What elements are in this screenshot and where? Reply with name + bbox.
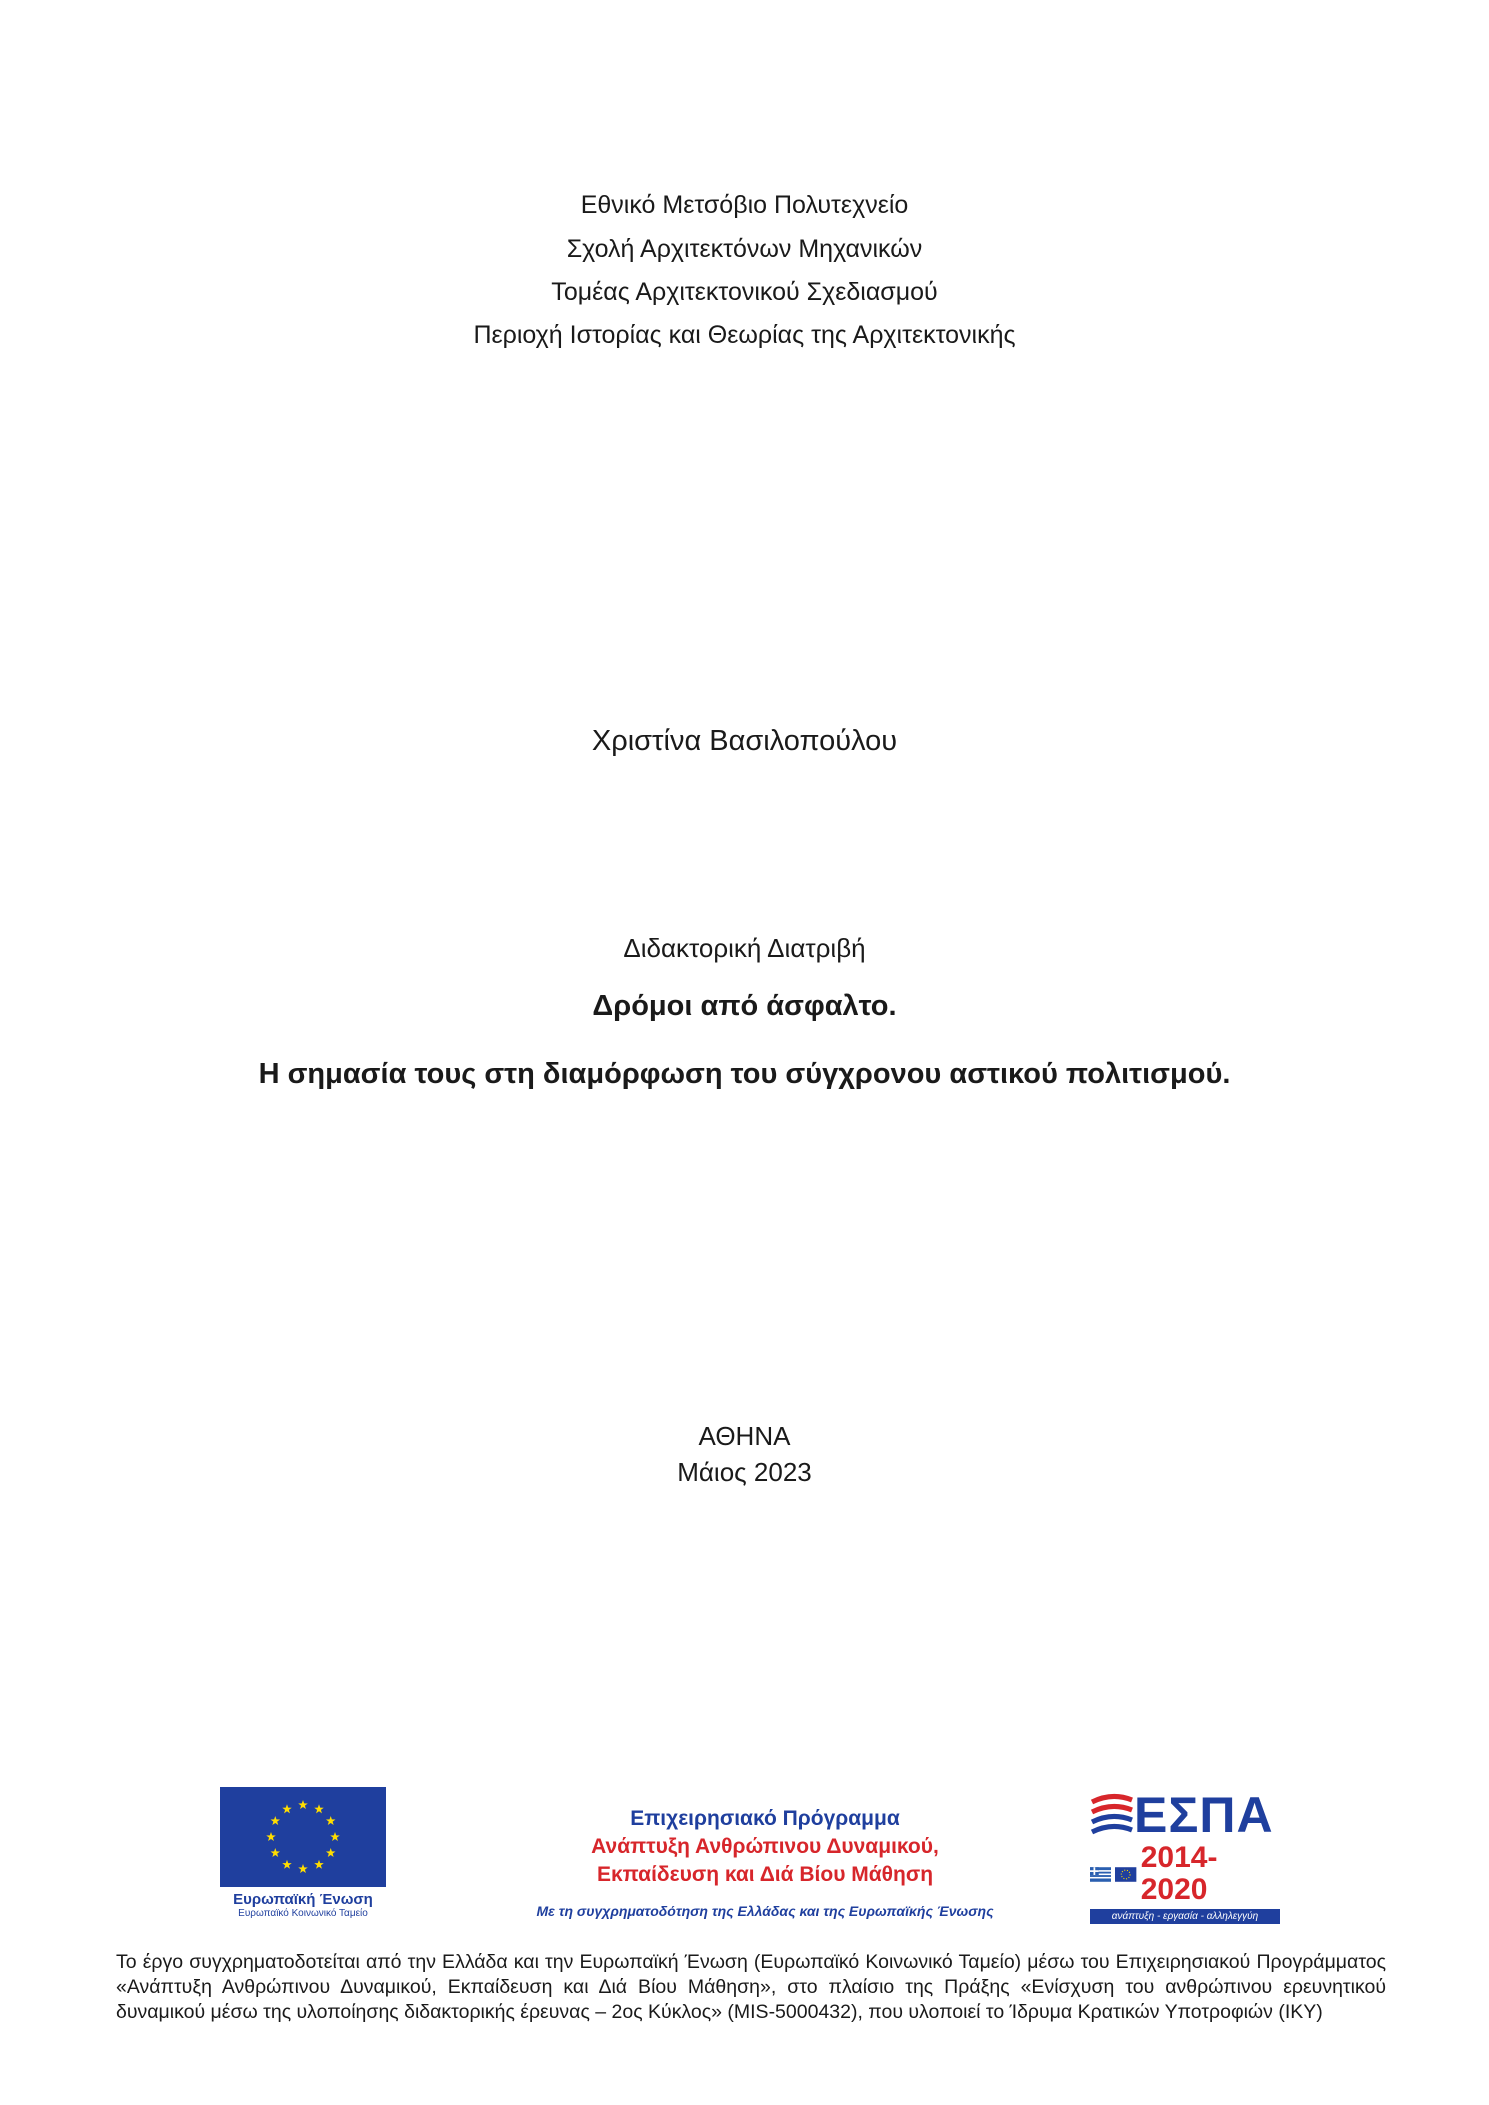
operational-program-logo <box>500 1805 1030 1919</box>
eu-star-icon <box>298 1864 308 1873</box>
eu-star-icon <box>326 1816 336 1825</box>
eu-stars <box>220 1787 386 1887</box>
program-line1: Επιχειρησιακό Πρόγραμμα <box>630 1807 900 1830</box>
eu-star-icon <box>314 1860 324 1869</box>
eu-star-icon <box>282 1860 292 1869</box>
institution-block <box>0 190 1489 350</box>
program-line3: Εκπαίδευση και Διά Βίου Μάθηση <box>596 1863 934 1886</box>
thesis-subtitle: Η σημασία τους στη διαμόρφωση του σύγχρονου αστικού πολιτισμού. <box>258 1058 1231 1090</box>
espa-slogan: ανάπτυξη - εργασία - αλληλεγγύη <box>1090 1909 1280 1924</box>
program-line2: Ανάπτυξη Ανθρώπινου Δυναμικού, <box>591 1835 939 1858</box>
espa-waves-icon <box>1090 1792 1134 1838</box>
espa-word: ΕΣΠΑ <box>1134 1787 1274 1843</box>
thesis-title: Δρόμοι από άσφαλτο. <box>592 990 897 1022</box>
eu-mini-flag-icon <box>1115 1867 1136 1882</box>
university-name: Εθνικό Μετσόβιο Πολυτεχνείο <box>580 191 909 219</box>
department-name: Τομέας Αρχιτεκτονικού Σχεδιασμού <box>551 278 938 306</box>
eu-star-icon <box>314 1804 324 1813</box>
place: ΑΘΗΝΑ <box>698 1421 791 1451</box>
espa-logo <box>1090 1787 1280 1924</box>
place-date-block <box>0 1418 1489 1490</box>
eu-subcaption: Ευρωπαϊκό Κοινωνικό Ταμείο <box>238 1908 368 1919</box>
area-name: Περιοχή Ιστορίας και Θεωρίας της Αρχιτεκτονικής <box>473 321 1016 349</box>
funding-statement: Το έργο συγχρηματοδοτείται από την Ελλάδα και την Ευρωπαϊκή Ένωση (Ευρωπαϊκό Κοινωνικό Ταμείο) μέσω του Επιχειρησιακού Προγράμματος «Ανάπτυξη Ανθρώπινου Δυναμικού, Εκπαίδευση και Διά Βίου Μάθηση», στο πλαίσιο της Πράξης «Ενίσχυση του ανθρώπινου ερευνητικού δυναμικού μέσω της υλοποίησης διδακτορικής έρευνας – 2ος Κύκλος» (MIS-5000432), που υλοποιεί το Ίδρυμα Κρατικών Υποτροφιών (ΙΚΥ) <box>116 1951 1386 2023</box>
eu-star-icon <box>282 1804 292 1813</box>
eu-star-icon <box>330 1832 340 1841</box>
school-name: Σχολή Αρχιτεκτόνων Μηχανικών <box>566 235 923 263</box>
eu-star-icon <box>298 1800 308 1809</box>
date: Μάιος 2023 <box>677 1457 812 1487</box>
eu-caption: Ευρωπαϊκή Ένωση <box>233 1891 373 1908</box>
eu-flag-icon <box>220 1787 386 1887</box>
document-type: Διδακτορική Διατριβή <box>623 933 866 963</box>
eu-star-icon <box>271 1848 281 1857</box>
greek-flag-icon <box>1090 1867 1111 1882</box>
eu-logo <box>220 1787 386 1919</box>
author-name: Χριστίνα Βασιλοπούλου <box>591 725 898 757</box>
cofinancing-note: Με τη συγχρηματοδότηση της Ελλάδας και της Ευρωπαϊκής Ένωσης <box>536 1903 994 1919</box>
espa-years: 2014-2020 <box>1140 1841 1218 1906</box>
eu-star-icon <box>326 1848 336 1857</box>
eu-star-icon <box>266 1832 276 1841</box>
eu-star-icon <box>271 1816 281 1825</box>
